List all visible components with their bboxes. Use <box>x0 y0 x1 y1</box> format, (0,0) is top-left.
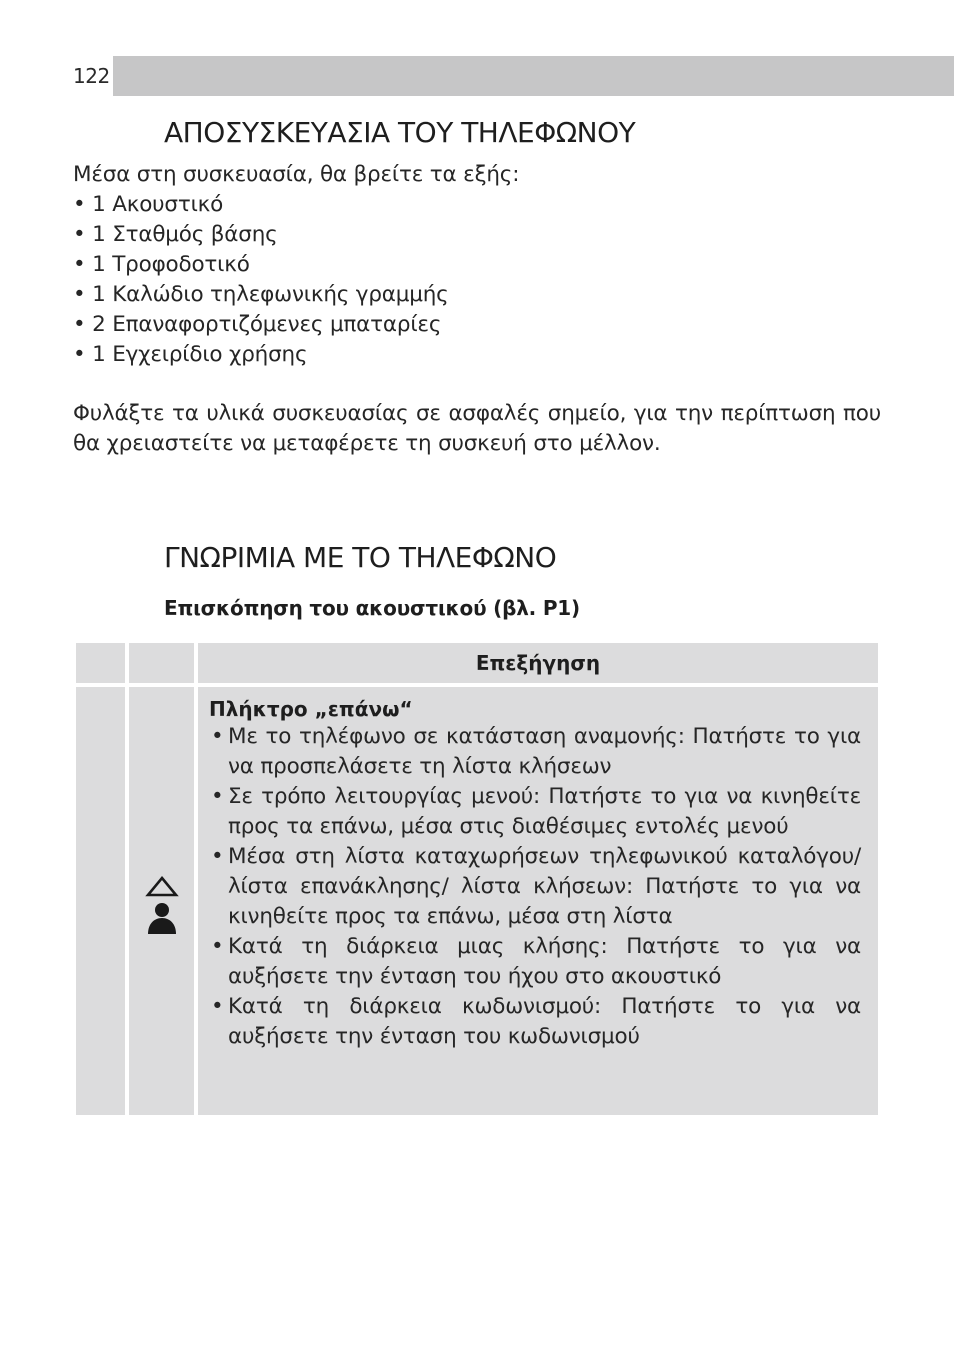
page-number: 122 <box>73 56 113 96</box>
table-header-cell-number <box>76 643 125 683</box>
package-contents-list <box>73 190 449 370</box>
section-title-getting-to-know: ΓΝΩΡΙΜΙΑ ΜΕ ΤΟ ΤΗΛΕΦΩΝΟ <box>164 541 557 574</box>
list-item: • Σε τρόπο λειτουργίας μενού: Πατήστε το για να κινηθείτε προς τα επάνω, μέσα στις διαθέσιμες εντολές μενού <box>209 782 861 842</box>
packaging-note: Φυλάξτε τα υλικά συσκευασίας σε ασφαλές σημείο, για την περίπτωση που θα χρειαστείτε να μεταφέρετε τη συσκευή στο μέλλον. <box>73 401 881 456</box>
list-item: • 1 Ακουστικό <box>73 190 449 220</box>
table-cell-number <box>76 687 125 1115</box>
intro-text: Μέσα στη συσκευασία, θα βρείτε τα εξής: <box>73 162 520 187</box>
section-title-unpacking: ΑΠΟΣΥΣΚΕΥΑΣΙΑ ΤΟΥ ΤΗΛΕΦΩΝΟΥ <box>164 116 636 149</box>
table-header-cell-icon <box>129 643 194 683</box>
list-item: • 1 Καλώδιο τηλεφωνικής γραμμής <box>73 280 449 310</box>
up-key-description-list <box>209 722 861 1052</box>
header-bar <box>73 56 954 96</box>
list-item: • Με το τηλέφωνο σε κατάσταση αναμονής: Πατήστε το για να προσπελάσετε τη λίστα κλήσεων <box>209 722 861 782</box>
list-item: • Κατά τη διάρκεια κωδωνισμού: Πατήστε το για να αυξήσετε την ένταση του κωδωνισμού <box>209 992 861 1052</box>
list-item: • Μέσα στη λίστα καταχωρήσεων τηλεφωνικού καταλόγου/ λίστα επανάκλησης/ λίστα κλήσεων: Πατήστε το για να κινηθείτε προς τα επάνω, μέσα στη λίστα <box>209 842 861 932</box>
list-item: • 1 Εγχειρίδιο χρήσης <box>73 340 449 370</box>
list-item: • 1 Τροφοδοτικό <box>73 250 449 280</box>
list-item: • 2 Επαναφορτιζόμενες μπαταρίες <box>73 310 449 340</box>
handset-overview-subtitle: Επισκόπηση του ακουστικού (βλ. P1) <box>164 596 580 620</box>
list-item: • Κατά τη διάρκεια μιας κλήσης: Πατήστε το για να αυξήσετε την ένταση του ήχου στο ακουστικό <box>209 932 861 992</box>
table-header-explanation: Επεξήγηση <box>475 651 601 675</box>
up-key-phonebook-icon <box>145 875 179 937</box>
up-key-title: Πλήκτρο „επάνω“ <box>209 697 413 721</box>
list-item: • 1 Σταθμός βάσης <box>73 220 449 250</box>
